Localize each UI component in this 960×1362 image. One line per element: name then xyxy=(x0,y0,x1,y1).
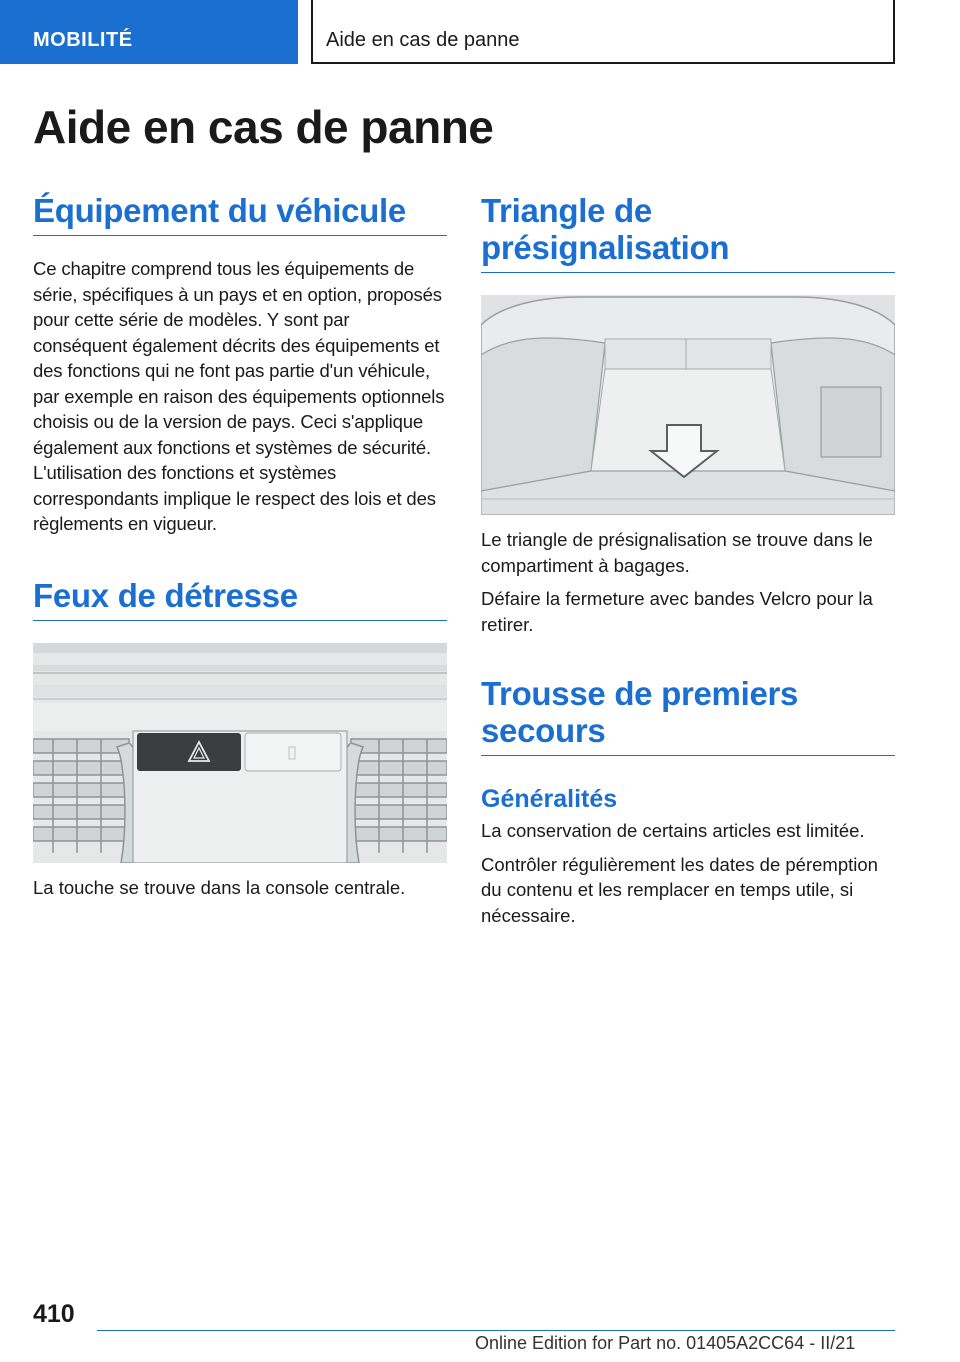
edition-text: Online Edition for Part no. 01405A2CC64 - II/21 xyxy=(475,1333,856,1353)
section-tab xyxy=(0,0,298,64)
topic-label: Aide en cas de panne xyxy=(326,29,520,51)
section-label: MOBILITÉ xyxy=(33,29,133,51)
hazard-heading: Feux de détresse xyxy=(33,577,447,621)
hazard-console-illustration xyxy=(33,643,447,863)
triangle-text-1: Le triangle de présignalisation se trouve dans le compartiment à bagages. xyxy=(481,529,873,576)
triangle-text-2: Défaire la fermeture avec bandes Velcro pour la retirer. xyxy=(481,588,873,635)
trunk-illustration xyxy=(481,295,895,515)
first-aid-text-1: La conservation de certains articles est limitée. xyxy=(481,820,865,841)
triangle-heading: Triangle de présignalisation xyxy=(481,192,895,273)
equipment-heading: Équipement du véhicule xyxy=(33,192,447,236)
page-number: 410 xyxy=(33,1300,75,1328)
left-column xyxy=(33,192,447,900)
hazard-caption: La touche se trouve dans la console centrale. xyxy=(33,876,406,898)
page-title: Aide en cas de panne xyxy=(33,101,494,153)
first-aid-text-2: Contrôler régulièrement les dates de péremption du contenu et les remplacer en temps utile, si nécessaire. xyxy=(481,853,878,926)
first-aid-heading: Trousse de premiers secours xyxy=(481,675,895,756)
right-column xyxy=(481,192,895,928)
general-subheading: Généralités xyxy=(481,785,618,813)
topic-tab xyxy=(311,0,895,64)
equipment-text: Ce chapitre comprend tous les équipements de série, spécifiques à un pays et en option, proposés pour cette série de modèles. Y sont par conséquent également décrits des équipements et des fonctions qui ne font pas partie d'un véhicule, par exemple en raison des équipements optionnels choisis ou de la version de pays. Ceci s'applique également aux fonctions et systèmes de sécurité. L'utilisation des fonctions et systèmes correspondants implique le respect des lois et des règlements en vigueur. xyxy=(33,258,445,534)
hazard-button-figure xyxy=(33,643,447,863)
footer-divider xyxy=(97,1330,895,1331)
trunk-figure xyxy=(481,295,895,515)
